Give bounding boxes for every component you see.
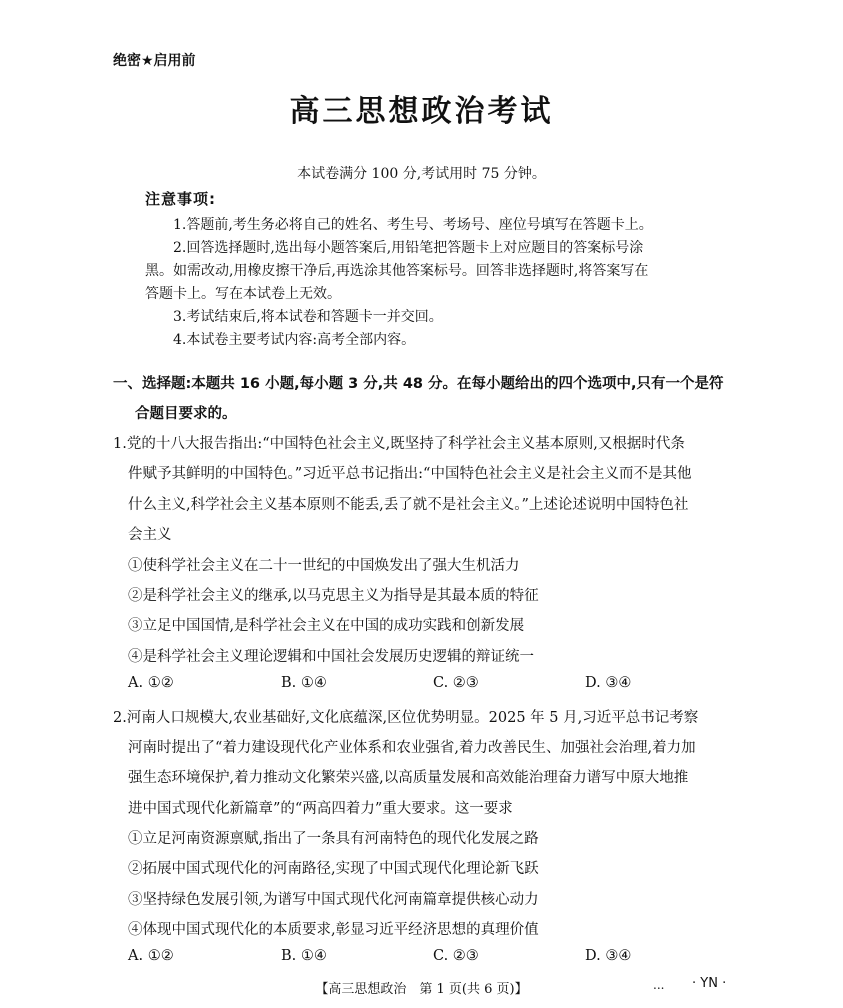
notice-line: 3.考试结束后,将本试卷和答题卡一并交回。: [173, 309, 443, 325]
notice-heading: 注意事项:: [145, 190, 216, 208]
exam-subtitle: 本试卷满分 100 分,考试用时 75 分钟。: [297, 166, 546, 182]
question-2-stem: 强生态环境保护,着力推动文化繁荣兴盛,以高质量发展和高效能治理奋力谱写中原大地推: [128, 770, 689, 786]
footer-code: · YN ·: [692, 976, 727, 991]
question-1-answer-c[interactable]: C. ②③: [433, 675, 479, 691]
question-2-answer-c[interactable]: C. ②③: [433, 948, 479, 964]
question-1-option: ④是科学社会主义理论逻辑和中国社会发展历史逻辑的辩证统一: [128, 649, 534, 665]
footer-dots: ...: [653, 978, 665, 992]
question-2-option: ③坚持绿色发展引领,为谱写中国式现代化河南篇章提供核心动力: [128, 892, 539, 908]
page-footer: 【高三思想政治 第 1 页(共 6 页)】: [315, 982, 528, 997]
question-2-answer-b[interactable]: B. ①④: [281, 948, 327, 964]
question-2-stem: 2.河南人口规模大,农业基础好,文化底蕴深,区位优势明显。2025 年 5 月,习近平总书记考察: [113, 710, 699, 726]
question-2-answer-d[interactable]: D. ③④: [585, 948, 632, 964]
notice-line: 1.答题前,考生务必将自己的姓名、考生号、考场号、座位号填写在答题卡上。: [173, 217, 653, 233]
question-2-stem: 进中国式现代化新篇章”的“两高四着力”重大要求。这一要求: [128, 801, 513, 817]
question-2-option: ④体现中国式现代化的本质要求,彰显习近平经济思想的真理价值: [128, 922, 539, 938]
question-1-option: ②是科学社会主义的继承,以马克思主义为指导是其最本质的特征: [128, 588, 539, 604]
notice-line: 4.本试卷主要考试内容:高考全部内容。: [173, 332, 416, 348]
exam-title: 高三思想政治考试: [289, 94, 554, 129]
confidential-label: 绝密★启用前: [113, 53, 196, 69]
question-1-stem: 1.党的十八大报告指出:“中国特色社会主义,既坚持了科学社会主义基本原则,又根据时代条: [113, 436, 685, 452]
question-2-option: ①立足河南资源禀赋,指出了一条具有河南特色的现代化发展之路: [128, 831, 539, 847]
question-1-stem: 件赋予其鲜明的中国特色。”习近平总书记指出:“中国特色社会主义是社会主义而不是其他: [128, 466, 692, 482]
notice-line: 黑。如需改动,用橡皮擦干净后,再选涂其他答案标号。回答非选择题时,将答案写在: [145, 263, 649, 279]
question-1-answer-d[interactable]: D. ③④: [585, 675, 632, 691]
notice-line: 2.回答选择题时,选出每小题答案后,用铅笔把答题卡上对应题目的答案标号涂: [173, 240, 644, 256]
question-1-answer-b[interactable]: B. ①④: [281, 675, 327, 691]
question-1-option: ③立足中国国情,是科学社会主义在中国的成功实践和创新发展: [128, 618, 525, 634]
question-2-option: ②拓展中国式现代化的河南路径,实现了中国式现代化理论新飞跃: [128, 861, 539, 877]
section-heading: 一、选择题:本题共 16 小题,每小题 3 分,共 48 分。在每小题给出的四个选项中,只有一个是符: [113, 376, 724, 392]
question-2-answer-a[interactable]: A. ①②: [128, 948, 174, 964]
question-1-option: ①使科学社会主义在二十一世纪的中国焕发出了强大生机活力: [128, 558, 520, 574]
notice-line: 答题卡上。写在本试卷上无效。: [145, 286, 341, 302]
question-2-stem: 河南时提出了“着力建设现代化产业体系和农业强省,着力改善民生、加强社会治理,着力加: [128, 740, 696, 756]
question-1-stem: 会主义: [128, 527, 172, 543]
question-1-stem: 什么主义,科学社会主义基本原则不能丢,丢了就不是社会主义。”上述论述说明中国特色社: [128, 497, 689, 513]
question-1-answer-a[interactable]: A. ①②: [128, 675, 174, 691]
section-heading-continued: 合题目要求的。: [135, 406, 237, 422]
